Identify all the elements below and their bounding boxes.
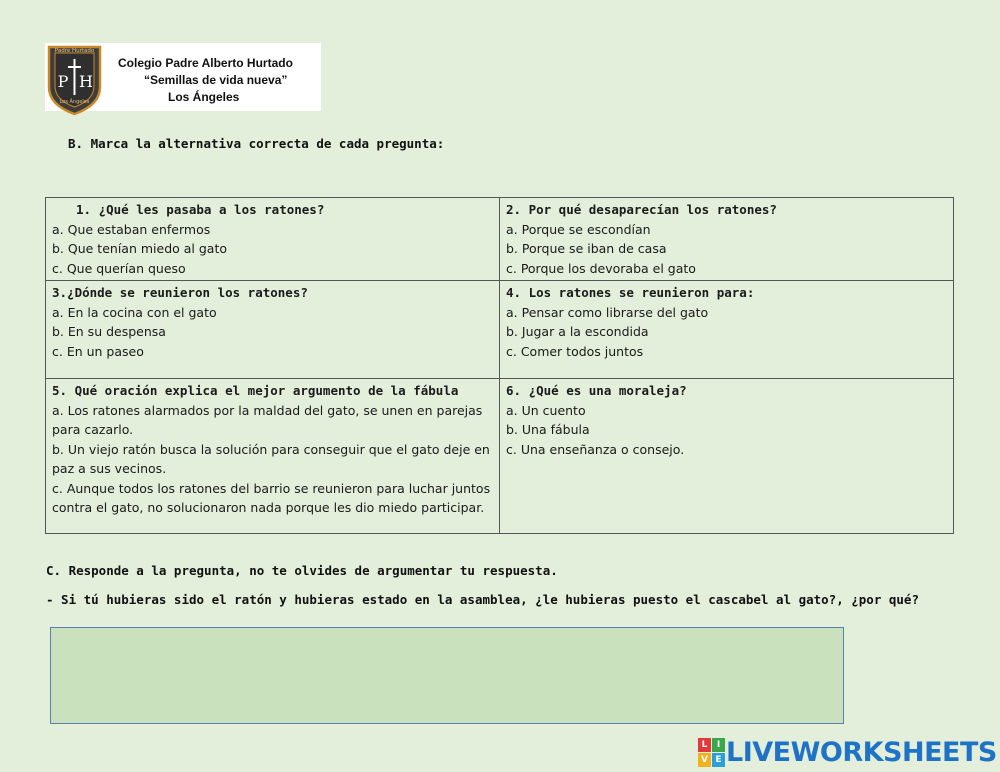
option-c[interactable]: c. Que querían queso (52, 260, 186, 276)
crest-initial-h: H (79, 72, 93, 91)
option-c[interactable]: c. Una enseñanza o consejo. (506, 441, 685, 457)
question-title: 1. ¿Qué les pasaba a los ratones? (76, 202, 325, 217)
question-title: 3.¿Dónde se reunieron los ratones? (52, 285, 308, 300)
question-cell-2 (500, 198, 954, 281)
school-info (118, 55, 293, 106)
option-b[interactable]: b. Jugar a la escondida (506, 324, 649, 339)
section-c-question: - Si tú hubieras sido el ratón y hubieras estado en la asamblea, ¿le hubieras puesto el cascabel al gato?, ¿por qué? (46, 592, 919, 607)
option-c[interactable]: c. Comer todos juntos (506, 343, 644, 359)
logo-letter-i: I (712, 738, 725, 752)
option-a[interactable]: a. Que estaban enfermos (52, 221, 211, 237)
option-b[interactable]: b. Una fábula (506, 422, 590, 437)
option-b[interactable]: b. Porque se iban de casa (506, 241, 667, 256)
logo-letter-l: L (698, 738, 711, 752)
questions-table (45, 197, 954, 534)
logo-letter-v: V (698, 753, 711, 767)
option-c[interactable]: c. Porque los devoraba el gato (506, 260, 696, 276)
question-cell-4 (500, 281, 954, 379)
crest-bottom-text: Los Ángeles (59, 99, 90, 105)
option-a[interactable]: a. Pensar como librarse del gato (506, 304, 709, 320)
school-city: Los Ángeles (168, 90, 240, 104)
question-title: 4. Los ratones se reunieron para: (506, 285, 755, 300)
option-c[interactable]: c. Aunque todos los ratones del barrio se reunieron para luchar juntos contra el gato, no solucionaron nada porque les dio miedo participar. (52, 480, 491, 515)
brand-name: LIVEWORKSHEETS (726, 736, 997, 768)
option-a[interactable]: a. Un cuento (506, 402, 586, 418)
liveworksheets-brand (698, 736, 997, 768)
question-title: 5. Qué oración explica el mejor argumento de la fábula (52, 383, 459, 398)
question-cell-3 (46, 281, 500, 379)
option-b[interactable]: b. Que tenían miedo al gato (52, 241, 227, 256)
option-b[interactable]: b. En su despensa (52, 324, 166, 339)
option-a[interactable]: a. Los ratones alarmados por la maldad del gato, se unen en parejas para cazarlo. (52, 402, 483, 437)
question-cell-6 (500, 379, 954, 534)
option-a[interactable]: a. En la cocina con el gato (52, 304, 217, 320)
school-motto: “Semillas de vida nueva” (144, 73, 288, 87)
school-crest-icon (45, 43, 104, 117)
section-b-instruction: B. Marca la alternativa correcta de cada pregunta: (68, 136, 445, 151)
liveworksheets-logo-icon (698, 738, 724, 766)
question-title: 2. Por qué desaparecían los ratones? (506, 202, 777, 217)
crest-initial-p: P (57, 72, 69, 91)
option-b[interactable]: b. Un viejo ratón busca la solución para conseguir que el gato deje en paz a sus vecinos. (52, 441, 490, 476)
question-cell-1 (46, 198, 500, 281)
answer-textbox[interactable] (50, 627, 844, 724)
crest-arc-text: Padre Hurtado (54, 48, 95, 54)
section-c-instruction: C. Responde a la pregunta, no te olvides de argumentar tu respuesta. (46, 563, 558, 578)
option-c[interactable]: c. En un paseo (52, 343, 144, 359)
logo-letter-e: E (712, 753, 725, 767)
school-name: Colegio Padre Alberto Hurtado (118, 56, 293, 70)
option-a[interactable]: a. Porque se escondían (506, 221, 651, 237)
question-cell-5 (46, 379, 500, 534)
question-title: 6. ¿Qué es una moraleja? (506, 383, 687, 398)
